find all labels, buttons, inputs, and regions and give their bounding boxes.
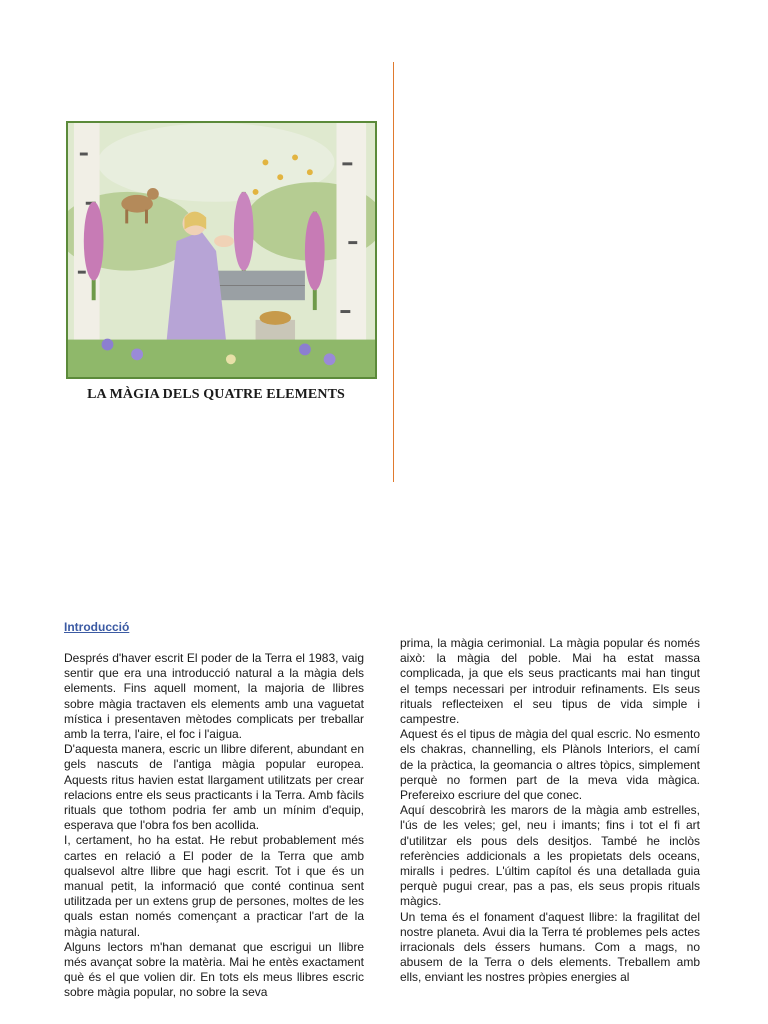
right-text-column — [400, 636, 700, 986]
paragraph: Aquí descobrirà les marors de la màgia amb estrelles, l'ús de les veles; gel, neu i imants; fins i tot el fi art d'utilitzar els pous dels desitjos. També he inclòs referències addicionals a les propietats dels oceans, miralls i pedres. L'últim capítol és una detallada guia perquè pugui crear, pas a pas, els seus propis rituals màgics. — [400, 803, 700, 909]
paragraph: prima, la màgia cerimonial. La màgia popular és només això: la màgia del poble. Mai ha estat massa complicada, ja que els seus practicants mai han tingut el temps necessari per introduir refinaments. Els seus rituals reflecteixen el seu tipus de vida simple i campestre. — [400, 636, 700, 727]
garden-illustration — [68, 123, 375, 377]
paragraph: I, certament, ho ha estat. He rebut probablement més cartes en relació a El poder de la Terra que amb qualsevol altre llibre que hagi escrit. Tot i que és un manual petit, la informació que conté continua sent utilitzada per un extens grup de persones, moltes de les quals estan només començant a practicar l'art de la màgia natural. — [64, 833, 364, 939]
section-heading-link[interactable]: Introducció — [64, 620, 130, 634]
paragraph: Alguns lectors m'han demanat que escrigui un llibre més avançat sobre la matèria. Mai he entès exactament què és el que volien dir. En tots els meus llibres escric sobre màgia popular, no sobre la seva — [64, 939, 364, 1000]
left-text-column — [64, 651, 364, 1001]
book-title: LA MÀGIA DELS QUATRE ELEMENTS — [87, 387, 345, 402]
paragraph: Un tema és el fonament d'aquest llibre: la fragilitat del nostre planeta. Avui dia la Terra té problemes pels actes irracionals dels éssers humans. Com a mags, no abusem de la Terra o dels elements. Treballem amb ells, enviant les nostres pròpies energies al — [400, 909, 700, 985]
paragraph: Després d'haver escrit El poder de la Terra el 1983, vaig sentir que era una introducció natural a la màgia dels elements. Fins aquell moment, la majoria de llibres sobre màgia tractaven els elements amb una vaguetat mística i presentaven mètodes complicats per treballar amb la terra, l'aire, el foc i l'aigua. — [64, 651, 364, 742]
paragraph: D'aquesta manera, escric un llibre diferent, abundant en gels nascuts de l'antiga màgia popular europea. Aquests ritus havien estat llargament utilitzats per crear relacions entre els seus practicants i la Terra. Amb fàcils rituals que tothom podria fer amb un mínim d'equip, esperava que l'obra fos ben acollida. — [64, 742, 364, 833]
cover-illustration — [66, 121, 377, 379]
column-divider — [393, 62, 394, 482]
paragraph: Aquest és el tipus de màgia del qual escric. No esmento els chakras, channelling, els Plànols Interiors, el camí de la pràctica, la geomancia o altres tòpics, simplement perquè no formen part de la meva vida màgica. Prefereixo escriure del que conec. — [400, 727, 700, 803]
